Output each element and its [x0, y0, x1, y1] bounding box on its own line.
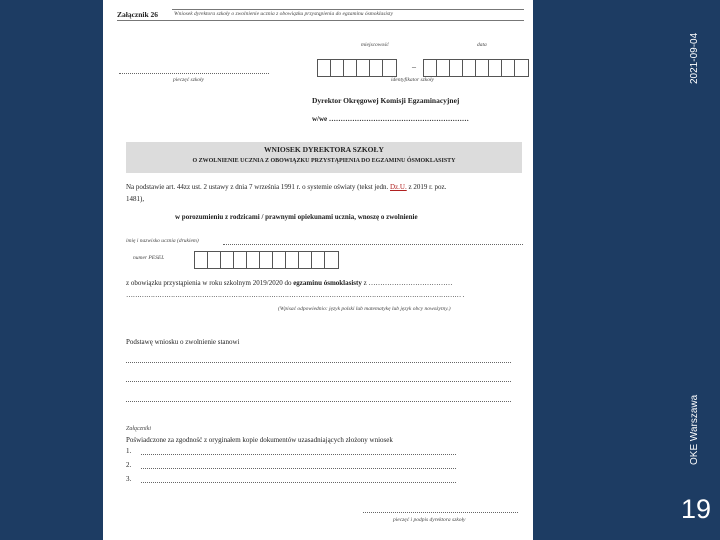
certified-copies-label: Poświadczone za zgodność z oryginałem kopie dokumentów uzasadniających złożony wniosek	[126, 436, 393, 444]
obligation-exam: egzaminu ósmoklasisty	[293, 279, 362, 287]
legal-basis-text: Na podstawie art. 44zz ust. 2 ustawy z dnia 7 września 1991 r. o systemie oświaty (tekst jedn.	[126, 183, 389, 191]
date-label: data	[477, 42, 487, 48]
student-name-line[interactable]	[223, 244, 523, 245]
attachment-item-1: 1.	[126, 447, 132, 455]
legal-basis-line-1	[126, 183, 446, 191]
student-name-label: imię i nazwisko ucznia (drukiem)	[126, 238, 199, 244]
pesel-label: numer PESEL	[133, 255, 165, 261]
school-stamp-label: pieczęć szkoły	[173, 77, 204, 83]
attachment-item-2: 2.	[126, 461, 132, 469]
reason-line-1[interactable]	[126, 362, 511, 363]
pesel-boxes[interactable]	[194, 251, 339, 269]
school-id-dash: –	[412, 62, 416, 71]
slide-background-left	[0, 0, 103, 540]
attachment-line-1[interactable]	[141, 454, 456, 455]
attachment-number: Załącznik 26	[117, 10, 159, 19]
form-document	[103, 0, 533, 540]
signature-label: pieczęć i podpis dyrektora szkoły	[393, 517, 466, 523]
header-divider	[117, 20, 524, 21]
addressee: Dyrektor Okręgowej Komisji Egzaminacyjnej	[312, 96, 460, 105]
addressee-location[interactable]: w/we ……………………………………………………	[312, 115, 469, 123]
obligation-line	[126, 279, 452, 287]
form-subtitle: O ZWOLNIENIE UCZNIA Z OBOWIĄZKU PRZYSTĄPIENIA DO EGZAMINU ÓSMOKLASISTY	[192, 158, 456, 164]
form-title: WNIOSEK DYREKTORA SZKOŁY	[264, 145, 384, 154]
obligation-subject[interactable]: z ………………………………	[363, 279, 453, 287]
school-id-boxes-b[interactable]	[423, 59, 529, 77]
attachment-item-3: 3.	[126, 475, 132, 483]
legal-basis-year: z 2019 r. poz.	[408, 183, 447, 191]
signature-line[interactable]	[363, 512, 518, 513]
attachment-line-2[interactable]	[141, 468, 456, 469]
reason-line-2[interactable]	[126, 381, 511, 382]
subject-hint: (Wpisać odpowiednio: język polski lub matematykę lub język obcy nowożytny.)	[278, 306, 451, 312]
obligation-continuation[interactable]: …………………………………………………………………………………………………………………………………… .	[126, 291, 464, 299]
attachments-label: Załączniki	[126, 426, 151, 432]
school-stamp-line	[119, 73, 269, 74]
legal-basis-line-2: 1481),	[126, 195, 145, 203]
consult-line: w porozumieniu z rodzicami / prawnymi opiekunami ucznia, wnoszę o zwolnienie	[175, 213, 418, 221]
attachment-line-3[interactable]	[141, 482, 456, 483]
reason-label: Podstawę wniosku o zwolnienie stanowi	[126, 338, 240, 346]
obligation-text: z obowiązku przystąpienia w roku szkolnym 2019/2020 do	[126, 279, 292, 287]
header-top-rule	[172, 9, 524, 10]
school-id-boxes-a[interactable]	[317, 59, 397, 77]
school-id-label: identyfikator szkoły	[391, 77, 434, 83]
slide-page-number: 19	[680, 494, 712, 524]
legal-basis-dzu: Dz.U.	[390, 183, 407, 191]
slide-org-label: OKE Warszawa	[689, 394, 700, 465]
slide-date: 2021-09-04	[689, 32, 700, 84]
place-label: miejscowość	[361, 42, 389, 48]
form-header-title: Wniosek dyrektora szkoły o zwolnienie ucznia z obowiązku przystąpienia do egzaminu ósmoklasisty	[174, 11, 394, 17]
reason-line-3[interactable]	[126, 401, 511, 402]
